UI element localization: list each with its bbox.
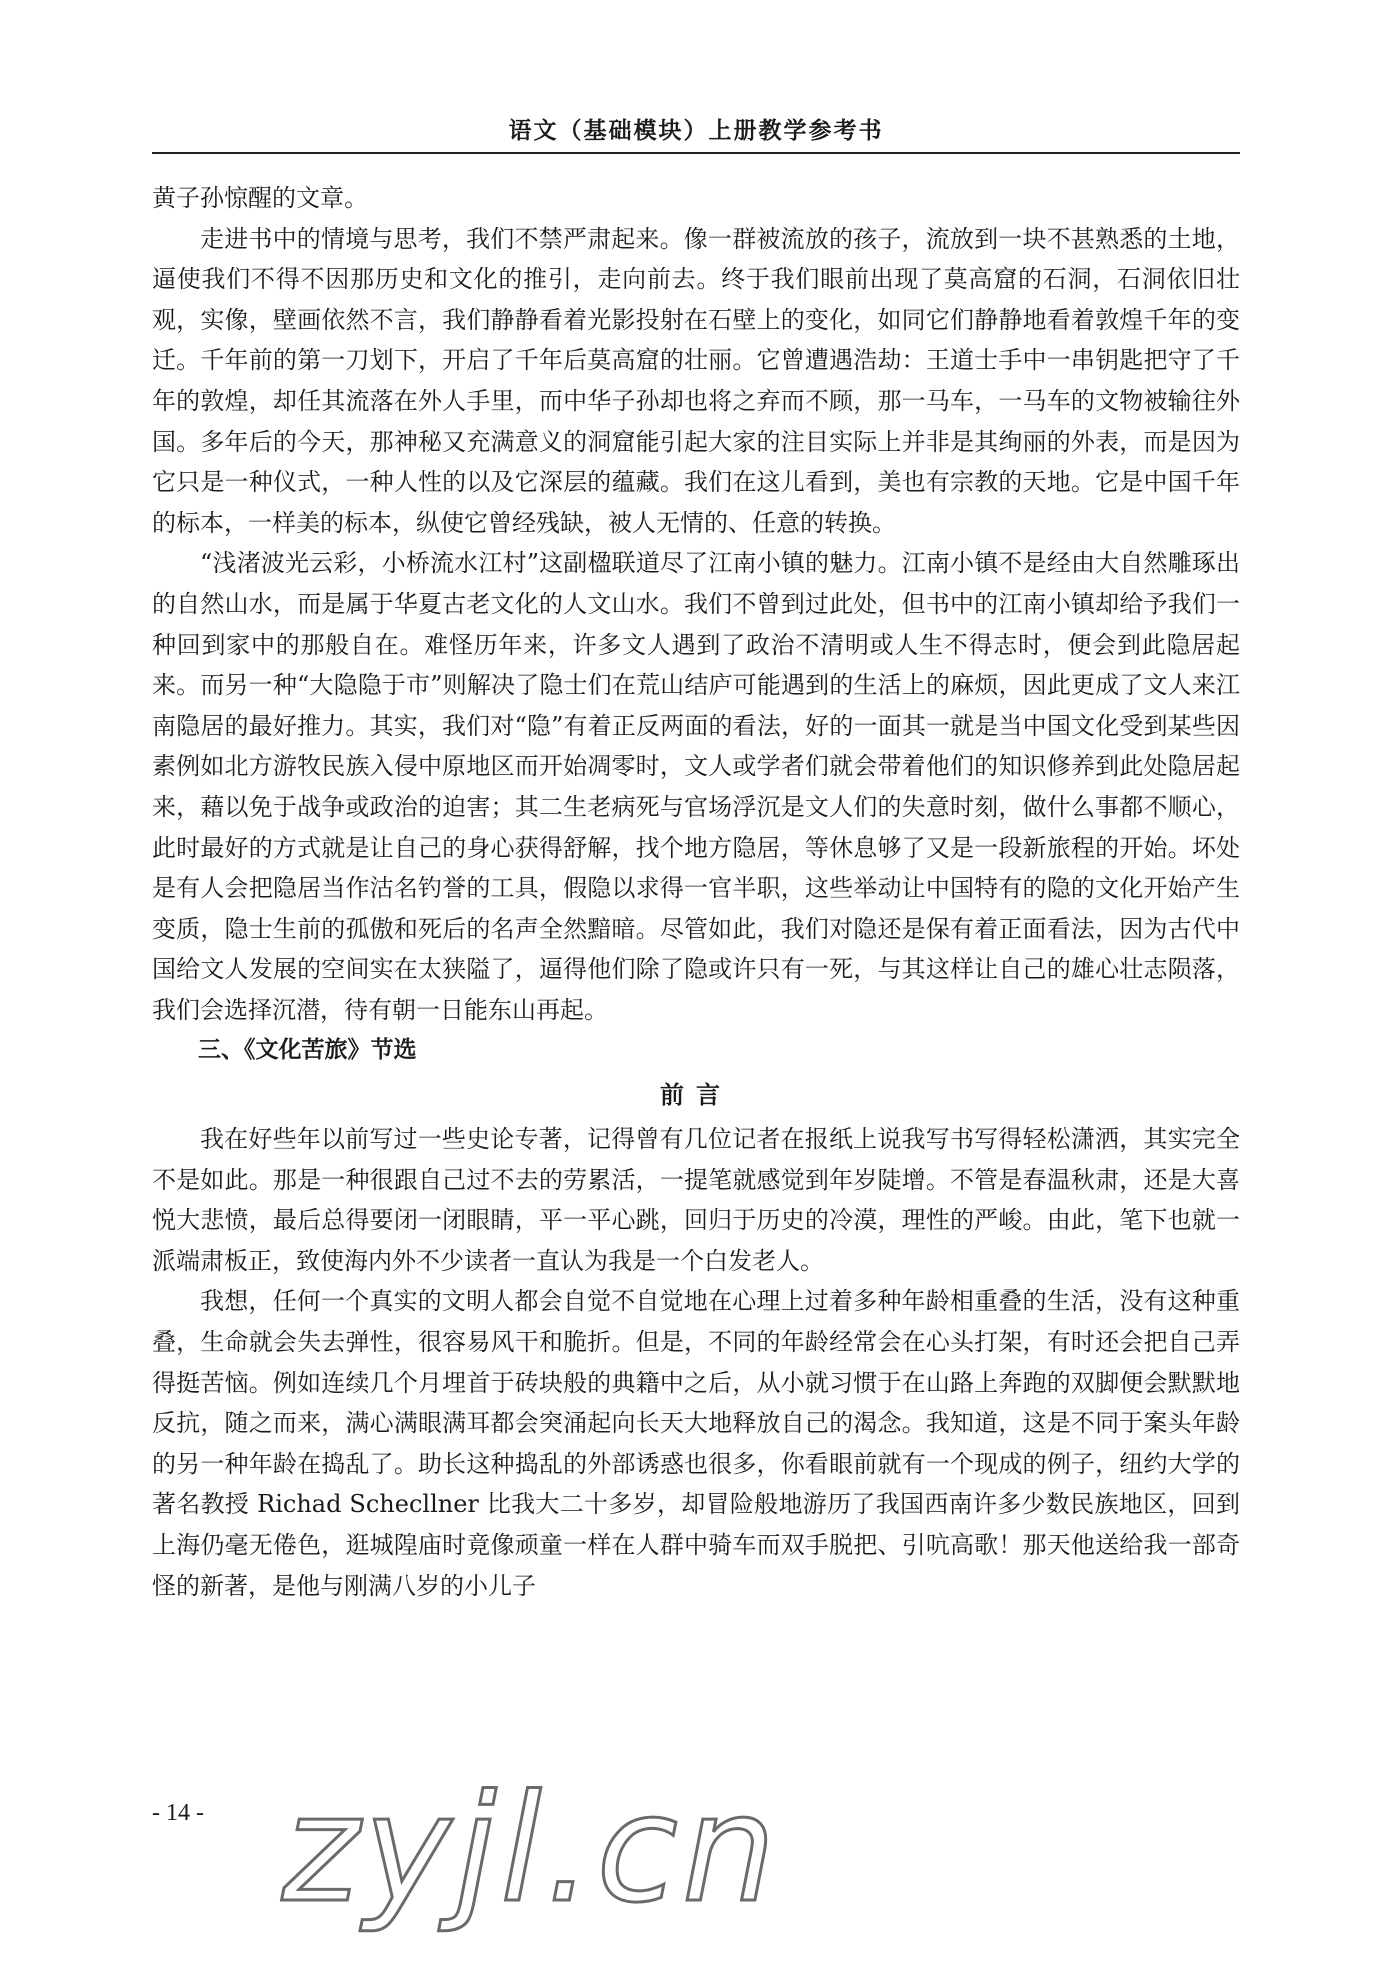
running-header: 语文（基础模块）上册教学参考书 (508, 118, 884, 144)
section-heading: 三、《文化苦旅》节选 (198, 1037, 417, 1064)
paragraph-preface-2: 我想，任何一个真实的文明人都会自觉不自觉地在心理上过着多种年龄相重叠的生活，没有这种重叠，生命就会失去弹性，很容易风干和脆折。但是，不同的年龄经常会在心头打架，有时还会把自己弄得挺苦恼。例如连续几个月埋首于砖块般的典籍中之后，从小就习惯于在山路上奔跑的双脚便会默默地反抗，随之而来，满心满眼满耳都会突涌起向长天大地释放自己的渴念。我知道，这是不同于案头年龄的另一种年龄在捣乱了。助长这种捣乱的外部诱惑也很多，你看眼前就有一个现成的例子，纽约大学的著名教授 Richad Schecllner 比我大二十多岁，却冒险般地游历了我国西南许多少数民族地区，回到上海仍毫无倦色，逛城隍庙时竟像顽童一样在人群中骑车而双手脱把、引吭高歌！那天他送给我一部奇怪的新著，是他与刚满八岁的小儿子 (152, 1287, 1240, 1600)
paragraph-dunhuang: 走进书中的情境与思考，我们不禁严肃起来。像一群被流放的孩子，流放到一块不甚熟悉的土地，逼使我们不得不因那历史和文化的推引，走向前去。终于我们眼前出现了莫高窟的石洞，石洞依旧壮观，实像，壁画依然不言，我们静静看着光影投射在石壁上的变化，如同它们静静地看着敦煌千年的变迁。千年前的第一刀划下，开启了千年后莫高窟的壮丽。它曾遭遇浩劫：王道士手中一串钥匙把守了千年的敦煌，却任其流落在外人手里，而中华子孙却也将之弃而不顾，那一马车，一马车的文物被输往外国。多年后的今天，那神秘又充满意义的洞窟能引起大家的注目实际上并非是其绚丽的外表，而是因为它只是一种仪式，一种人性的以及它深层的蕴藏。我们在这儿看到，美也有宗教的天地。它是中国千年的标本，一样美的标本，纵使它曾经残缺，被人无情的、任意的转换。 (152, 224, 1240, 537)
paragraph-jiangnan-towns: “浅渚波光云彩，小桥流水江村”这副楹联道尽了江南小镇的魅力。江南小镇不是经由大自然雕琢出的自然山水，而是属于华夏古老文化的人文山水。我们不曾到过此处，但书中的江南小镇却给予我们一种回到家中的那般自在。难怪历年来，许多文人遇到了政治不清明或人生不得志时，便会到此隐居起来。而另一种“大隐隐于市”则解决了隐士们在荒山结庐可能遇到的生活上的麻烦，因此更成了文人来江南隐居的最好推力。其实，我们对“隐”有着正反两面的看法，好的一面其一就是当中国文化受到某些因素例如北方游牧民族入侵中原地区而开始凋零时，文人或学者们就会带着他们的知识修养到此处隐居起来，藉以免于战争或政治的迫害；其二生老病死与官场浮沉是文人们的失意时刻，做什么事都不顺心，此时最好的方式就是让自己的身心获得舒解，找个地方隐居，等休息够了又是一段新旅程的开始。坏处是有人会把隐居当作沽名钓誉的工具，假隐以求得一官半职，这些举动让中国特有的隐的文化开始产生变质，隐士生前的孤傲和死后的名声全然黯暗。尽管如此，我们对隐还是保有着正面看法，因为古代中国给文人发展的空间实在太狭隘了，逼得他们除了隐或许只有一死，与其这样让自己的雄心壮志陨落，我们会选择沉潜，待有朝一日能东山再起。 (152, 549, 1240, 1024)
paragraph-preface-1: 我在好些年以前写过一些史论专著，记得曾有几位记者在报纸上说我写书写得轻松潇洒，其实完全不是如此。那是一种很跟自己过不去的劳累活，一提笔就感觉到年岁陡增。不管是春温秋肃，还是大喜悦大悲愤，最后总得要闭一闭眼睛，平一平心跳，回归于历史的冷漠，理性的严峻。由此，笔下也就一派端肃板正，致使海内外不少读者一直认为我是一个白发老人。 (152, 1125, 1240, 1275)
page-body (152, 178, 1240, 1606)
page-number: - 14 - (152, 1800, 204, 1826)
preface-title: 前言 (660, 1081, 732, 1110)
paragraph-continuation: 黄子孙惊醒的文章。 (152, 184, 368, 212)
watermark: zyjl.cn (282, 1763, 780, 1935)
header-divider (152, 152, 1240, 154)
